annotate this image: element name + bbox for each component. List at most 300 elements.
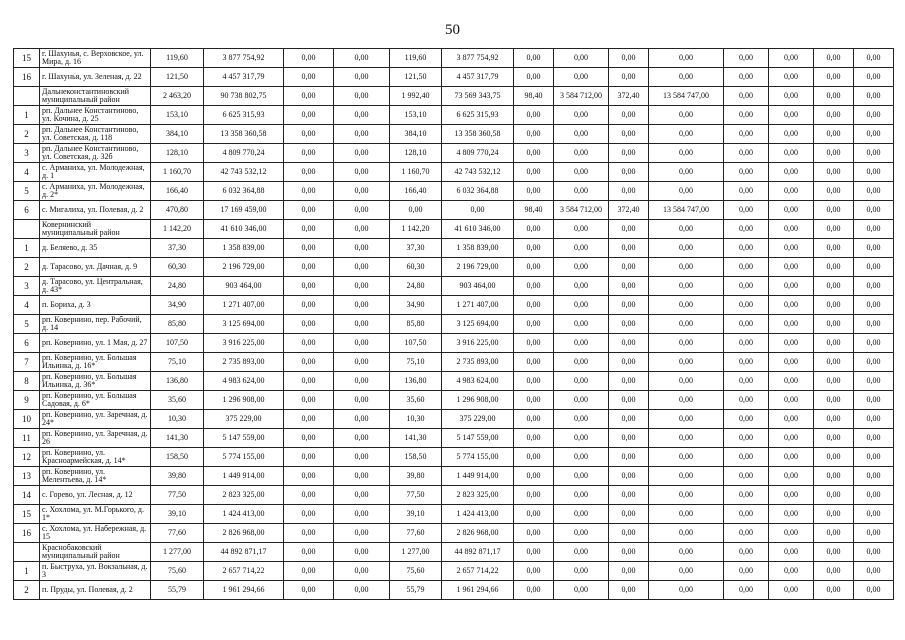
value-cell: 13 358 360,58 — [204, 125, 284, 144]
value-cell: 372,40 — [609, 201, 649, 220]
page-number: 50 — [445, 22, 460, 38]
value-cell: 10,30 — [151, 410, 204, 429]
value-cell: 0,00 — [514, 486, 554, 505]
value-cell: 0,00 — [769, 467, 814, 486]
value-cell: 0,00 — [554, 410, 609, 429]
value-cell: 0,00 — [814, 486, 854, 505]
value-cell: 0,00 — [854, 353, 894, 372]
value-cell: 0,00 — [724, 182, 769, 201]
value-cell: 75,10 — [151, 353, 204, 372]
value-cell: 0,00 — [649, 144, 724, 163]
value-cell: 0,00 — [554, 68, 609, 87]
value-cell: 1 449 914,00 — [204, 467, 284, 486]
value-cell: 0,00 — [609, 581, 649, 600]
value-cell: 0,00 — [649, 296, 724, 315]
value-cell: 4 457 317,79 — [204, 68, 284, 87]
value-cell: 4 457 317,79 — [442, 68, 514, 87]
value-cell: 470,80 — [151, 201, 204, 220]
value-cell: 0,00 — [514, 220, 554, 239]
value-cell: 0,00 — [814, 163, 854, 182]
value-cell: 0,00 — [854, 315, 894, 334]
value-cell: 85,80 — [390, 315, 442, 334]
value-cell: 0,00 — [284, 315, 334, 334]
value-cell: 55,79 — [390, 581, 442, 600]
address-cell: д. Тарасово, ул. Центральная, д. 43* — [40, 277, 151, 296]
value-cell: 0,00 — [854, 49, 894, 68]
value-cell: 1 160,70 — [390, 163, 442, 182]
value-cell: 0,00 — [724, 372, 769, 391]
row-index: 5 — [14, 182, 40, 201]
value-cell: 0,00 — [514, 125, 554, 144]
value-cell: 136,80 — [151, 372, 204, 391]
value-cell: 0,00 — [609, 296, 649, 315]
value-cell: 136,80 — [390, 372, 442, 391]
value-cell: 98,40 — [514, 87, 554, 106]
row-index: 15 — [14, 505, 40, 524]
value-cell: 4 983 624,00 — [442, 372, 514, 391]
value-cell: 60,30 — [151, 258, 204, 277]
value-cell: 153,10 — [390, 106, 442, 125]
value-cell: 0,00 — [609, 391, 649, 410]
value-cell: 0,00 — [514, 467, 554, 486]
value-cell: 0,00 — [769, 524, 814, 543]
value-cell: 0,00 — [854, 106, 894, 125]
row-index: 13 — [14, 467, 40, 486]
value-cell: 2 823 325,00 — [442, 486, 514, 505]
value-cell: 4 809 770,24 — [204, 144, 284, 163]
value-cell: 0,00 — [609, 372, 649, 391]
value-cell: 0,00 — [724, 524, 769, 543]
value-cell: 0,00 — [514, 106, 554, 125]
value-cell: 0,00 — [284, 334, 334, 353]
value-cell: 0,00 — [814, 467, 854, 486]
value-cell: 0,00 — [514, 49, 554, 68]
value-cell: 0,00 — [649, 239, 724, 258]
value-cell: 0,00 — [514, 68, 554, 87]
value-cell: 0,00 — [334, 106, 390, 125]
value-cell: 39,80 — [390, 467, 442, 486]
value-cell: 0,00 — [609, 410, 649, 429]
row-index: 4 — [14, 296, 40, 315]
value-cell: 0,00 — [814, 68, 854, 87]
value-cell: 1 961 294,66 — [442, 581, 514, 600]
value-cell: 0,00 — [554, 49, 609, 68]
value-cell: 0,00 — [334, 505, 390, 524]
value-cell: 0,00 — [814, 106, 854, 125]
value-cell: 0,00 — [769, 315, 814, 334]
value-cell: 0,00 — [514, 524, 554, 543]
value-cell: 1 271 407,00 — [204, 296, 284, 315]
value-cell: 0,00 — [724, 543, 769, 562]
value-cell: 128,10 — [390, 144, 442, 163]
value-cell: 0,00 — [724, 562, 769, 581]
value-cell: 1 424 413,00 — [204, 505, 284, 524]
value-cell: 0,00 — [609, 49, 649, 68]
value-cell: 24,80 — [390, 277, 442, 296]
value-cell: 0,00 — [284, 448, 334, 467]
value-cell: 0,00 — [554, 220, 609, 239]
value-cell: 37,30 — [390, 239, 442, 258]
value-cell: 0,00 — [814, 125, 854, 144]
table-row — [14, 353, 894, 372]
value-cell: 0,00 — [854, 87, 894, 106]
table-row — [14, 429, 894, 448]
value-cell: 0,00 — [284, 524, 334, 543]
value-cell: 0,00 — [334, 334, 390, 353]
value-cell: 0,00 — [854, 277, 894, 296]
value-cell: 0,00 — [334, 201, 390, 220]
value-cell: 1 961 294,66 — [204, 581, 284, 600]
value-cell: 0,00 — [284, 372, 334, 391]
value-cell: 0,00 — [814, 87, 854, 106]
value-cell: 0,00 — [609, 258, 649, 277]
value-cell: 0,00 — [609, 239, 649, 258]
address-cell: Ковернинский муниципальный район — [40, 220, 151, 239]
value-cell: 2 735 893,00 — [442, 353, 514, 372]
value-cell: 0,00 — [514, 448, 554, 467]
value-cell: 0,00 — [814, 505, 854, 524]
value-cell: 0,00 — [334, 87, 390, 106]
table-row — [14, 410, 894, 429]
value-cell: 0,00 — [554, 448, 609, 467]
value-cell: 0,00 — [769, 144, 814, 163]
value-cell: 0,00 — [724, 239, 769, 258]
value-cell: 0,00 — [334, 429, 390, 448]
row-index — [14, 87, 40, 106]
value-cell: 0,00 — [609, 125, 649, 144]
value-cell: 0,00 — [554, 106, 609, 125]
row-index: 7 — [14, 353, 40, 372]
value-cell: 2 657 714,22 — [442, 562, 514, 581]
row-index: 16 — [14, 524, 40, 543]
value-cell: 0,00 — [769, 410, 814, 429]
value-cell: 39,80 — [151, 467, 204, 486]
value-cell: 0,00 — [649, 49, 724, 68]
value-cell: 0,00 — [514, 372, 554, 391]
value-cell: 0,00 — [554, 429, 609, 448]
row-index: 2 — [14, 258, 40, 277]
value-cell: 0,00 — [854, 467, 894, 486]
table-row — [14, 296, 894, 315]
value-cell: 44 892 871,17 — [204, 543, 284, 562]
value-cell: 0,00 — [609, 505, 649, 524]
address-cell: рп. Ковернино, ул. Большая Ильинка, д. 36* — [40, 372, 151, 391]
value-cell: 2 826 968,00 — [204, 524, 284, 543]
value-cell: 0,00 — [649, 543, 724, 562]
row-index: 1 — [14, 562, 40, 581]
table-row — [14, 201, 894, 220]
value-cell: 0,00 — [609, 106, 649, 125]
value-cell: 0,00 — [769, 258, 814, 277]
value-cell: 0,00 — [814, 410, 854, 429]
value-cell: 903 464,00 — [442, 277, 514, 296]
value-cell: 0,00 — [649, 353, 724, 372]
value-cell: 0,00 — [649, 562, 724, 581]
table-row — [14, 106, 894, 125]
value-cell: 0,00 — [514, 562, 554, 581]
value-cell: 2 823 325,00 — [204, 486, 284, 505]
row-index: 10 — [14, 410, 40, 429]
value-cell: 0,00 — [334, 448, 390, 467]
value-cell: 6 032 364,88 — [204, 182, 284, 201]
value-cell: 0,00 — [284, 543, 334, 562]
value-cell: 0,00 — [609, 486, 649, 505]
value-cell: 0,00 — [334, 410, 390, 429]
row-index: 14 — [14, 486, 40, 505]
value-cell: 0,00 — [554, 239, 609, 258]
value-cell: 0,00 — [284, 68, 334, 87]
value-cell: 0,00 — [724, 334, 769, 353]
value-cell: 0,00 — [724, 467, 769, 486]
value-cell: 0,00 — [554, 581, 609, 600]
value-cell: 0,00 — [854, 296, 894, 315]
table-row — [14, 448, 894, 467]
address-cell: рп. Ковернино, ул. Большая Ильинка, д. 16* — [40, 353, 151, 372]
value-cell: 0,00 — [284, 505, 334, 524]
value-cell: 0,00 — [514, 277, 554, 296]
value-cell: 0,00 — [854, 372, 894, 391]
value-cell: 0,00 — [724, 68, 769, 87]
value-cell: 0,00 — [814, 448, 854, 467]
value-cell: 0,00 — [649, 410, 724, 429]
value-cell: 0,00 — [769, 505, 814, 524]
value-cell: 0,00 — [854, 448, 894, 467]
value-cell: 0,00 — [514, 315, 554, 334]
value-cell: 6 625 315,93 — [204, 106, 284, 125]
value-cell: 39,10 — [151, 505, 204, 524]
value-cell: 0,00 — [284, 429, 334, 448]
value-cell: 0,00 — [724, 201, 769, 220]
value-cell: 0,00 — [284, 258, 334, 277]
table-row — [14, 144, 894, 163]
value-cell: 0,00 — [334, 562, 390, 581]
value-cell: 0,00 — [554, 372, 609, 391]
address-cell: рп. Ковернино, пер. Рабочий, д. 14 — [40, 315, 151, 334]
value-cell: 35,60 — [151, 391, 204, 410]
row-index: 1 — [14, 106, 40, 125]
value-cell: 0,00 — [854, 182, 894, 201]
value-cell: 75,10 — [390, 353, 442, 372]
value-cell: 3 877 754,92 — [442, 49, 514, 68]
value-cell: 0,00 — [814, 315, 854, 334]
value-cell: 0,00 — [769, 163, 814, 182]
table-row — [14, 87, 894, 106]
value-cell: 0,00 — [724, 448, 769, 467]
value-cell: 0,00 — [769, 239, 814, 258]
value-cell: 0,00 — [814, 144, 854, 163]
value-cell: 0,00 — [334, 125, 390, 144]
value-cell: 0,00 — [284, 182, 334, 201]
address-cell: рп. Ковернино, ул. 1 Мая, д. 27 — [40, 334, 151, 353]
address-cell: рп. Ковернино, ул. Заречная, д. 24* — [40, 410, 151, 429]
value-cell: 0,00 — [609, 524, 649, 543]
value-cell: 0,00 — [284, 277, 334, 296]
value-cell: 1 277,00 — [151, 543, 204, 562]
value-cell: 141,30 — [390, 429, 442, 448]
row-index: 12 — [14, 448, 40, 467]
value-cell: 35,60 — [390, 391, 442, 410]
row-index: 3 — [14, 144, 40, 163]
table-row — [14, 372, 894, 391]
value-cell: 0,00 — [854, 410, 894, 429]
value-cell: 0,00 — [334, 258, 390, 277]
value-cell: 0,00 — [769, 372, 814, 391]
table-row — [14, 562, 894, 581]
value-cell: 0,00 — [854, 220, 894, 239]
value-cell: 0,00 — [724, 125, 769, 144]
value-cell: 0,00 — [284, 410, 334, 429]
value-cell: 0,00 — [554, 125, 609, 144]
value-cell: 0,00 — [609, 353, 649, 372]
address-cell: рп. Ковернино, ул. Красноармейская, д. 14* — [40, 448, 151, 467]
value-cell: 119,60 — [151, 49, 204, 68]
value-cell: 0,00 — [769, 334, 814, 353]
value-cell: 0,00 — [649, 467, 724, 486]
value-cell: 0,00 — [334, 467, 390, 486]
value-cell: 0,00 — [769, 581, 814, 600]
table-row — [14, 524, 894, 543]
value-cell: 121,50 — [151, 68, 204, 87]
value-cell: 0,00 — [649, 106, 724, 125]
value-cell: 77,60 — [151, 524, 204, 543]
value-cell: 0,00 — [724, 581, 769, 600]
value-cell: 0,00 — [514, 144, 554, 163]
value-cell: 98,40 — [514, 201, 554, 220]
value-cell: 1 160,70 — [151, 163, 204, 182]
address-cell: с. Горево, ул. Лесная, д. 12 — [40, 486, 151, 505]
value-cell: 0,00 — [554, 296, 609, 315]
address-cell: рп. Дальнее Константиново, ул. Кочина, д. 25 — [40, 106, 151, 125]
table-row — [14, 258, 894, 277]
address-cell: д. Тарасово, ул. Дачная, д. 9 — [40, 258, 151, 277]
value-cell: 384,10 — [390, 125, 442, 144]
value-cell: 1 271 407,00 — [442, 296, 514, 315]
value-cell: 0,00 — [284, 87, 334, 106]
table-row — [14, 163, 894, 182]
value-cell: 39,10 — [390, 505, 442, 524]
value-cell: 42 743 532,12 — [442, 163, 514, 182]
value-cell: 2 657 714,22 — [204, 562, 284, 581]
value-cell: 0,00 — [514, 258, 554, 277]
value-cell: 0,00 — [814, 220, 854, 239]
value-cell: 0,00 — [334, 543, 390, 562]
value-cell: 4 809 770,24 — [442, 144, 514, 163]
value-cell: 0,00 — [609, 448, 649, 467]
value-cell: 0,00 — [514, 429, 554, 448]
value-cell: 0,00 — [649, 391, 724, 410]
value-cell: 0,00 — [814, 581, 854, 600]
value-cell: 0,00 — [554, 391, 609, 410]
value-cell: 0,00 — [649, 505, 724, 524]
value-cell: 0,00 — [724, 486, 769, 505]
value-cell: 0,00 — [814, 391, 854, 410]
value-cell: 0,00 — [554, 163, 609, 182]
value-cell: 119,60 — [390, 49, 442, 68]
value-cell: 0,00 — [649, 315, 724, 334]
value-cell: 0,00 — [814, 562, 854, 581]
value-cell: 0,00 — [649, 581, 724, 600]
table-row — [14, 467, 894, 486]
value-cell: 0,00 — [284, 467, 334, 486]
value-cell: 2 196 729,00 — [442, 258, 514, 277]
value-cell: 77,60 — [390, 524, 442, 543]
value-cell: 75,60 — [390, 562, 442, 581]
value-cell: 3 584 712,00 — [554, 87, 609, 106]
table-row — [14, 49, 894, 68]
value-cell: 60,30 — [390, 258, 442, 277]
value-cell: 0,00 — [814, 543, 854, 562]
value-cell: 6 032 364,88 — [442, 182, 514, 201]
value-cell: 372,40 — [609, 87, 649, 106]
address-cell: Дальнеконстантиновский муниципальный район — [40, 87, 151, 106]
value-cell: 375 229,00 — [442, 410, 514, 429]
value-cell: 0,00 — [769, 353, 814, 372]
value-cell: 0,00 — [814, 372, 854, 391]
value-cell: 0,00 — [554, 334, 609, 353]
value-cell: 0,00 — [649, 334, 724, 353]
address-cell: рп. Ковернино, ул. Заречная, д. 26 — [40, 429, 151, 448]
value-cell: 0,00 — [854, 505, 894, 524]
value-cell: 0,00 — [554, 524, 609, 543]
row-index — [14, 220, 40, 239]
value-cell: 128,10 — [151, 144, 204, 163]
value-cell: 0,00 — [284, 391, 334, 410]
row-index: 2 — [14, 581, 40, 600]
value-cell: 0,00 — [769, 106, 814, 125]
value-cell: 166,40 — [390, 182, 442, 201]
value-cell: 0,00 — [649, 372, 724, 391]
value-cell: 0,00 — [769, 68, 814, 87]
value-cell: 41 610 346,00 — [204, 220, 284, 239]
value-cell: 0,00 — [284, 201, 334, 220]
value-cell: 0,00 — [769, 391, 814, 410]
address-cell: д. Беляево, д. 35 — [40, 239, 151, 258]
value-cell: 0,00 — [334, 391, 390, 410]
value-cell: 0,00 — [769, 562, 814, 581]
row-index: 6 — [14, 334, 40, 353]
value-cell: 0,00 — [334, 524, 390, 543]
address-cell: Краснобаковский муниципальный район — [40, 543, 151, 562]
value-cell: 0,00 — [609, 277, 649, 296]
value-cell: 0,00 — [649, 277, 724, 296]
value-cell: 0,00 — [649, 220, 724, 239]
value-cell: 5 774 155,00 — [204, 448, 284, 467]
value-cell: 0,00 — [649, 524, 724, 543]
table-row — [14, 182, 894, 201]
address-cell: с. Мигалиха, ул. Полевая, д. 2 — [40, 201, 151, 220]
value-cell: 0,00 — [769, 277, 814, 296]
value-cell: 0,00 — [609, 429, 649, 448]
value-cell: 0,00 — [814, 429, 854, 448]
value-cell: 141,30 — [151, 429, 204, 448]
value-cell: 0,00 — [649, 429, 724, 448]
value-cell: 2 463,20 — [151, 87, 204, 106]
value-cell: 1 449 914,00 — [442, 467, 514, 486]
value-cell: 0,00 — [854, 239, 894, 258]
address-cell: рп. Дальнее Константиново, ул. Советская, д. 32б — [40, 144, 151, 163]
table-row — [14, 277, 894, 296]
value-cell: 0,00 — [814, 524, 854, 543]
value-cell: 0,00 — [284, 486, 334, 505]
value-cell: 1 296 908,00 — [204, 391, 284, 410]
table-row — [14, 315, 894, 334]
value-cell: 44 892 871,17 — [442, 543, 514, 562]
value-cell: 0,00 — [769, 125, 814, 144]
row-index: 2 — [14, 125, 40, 144]
value-cell: 34,90 — [151, 296, 204, 315]
value-cell: 0,00 — [724, 296, 769, 315]
value-cell: 107,50 — [390, 334, 442, 353]
